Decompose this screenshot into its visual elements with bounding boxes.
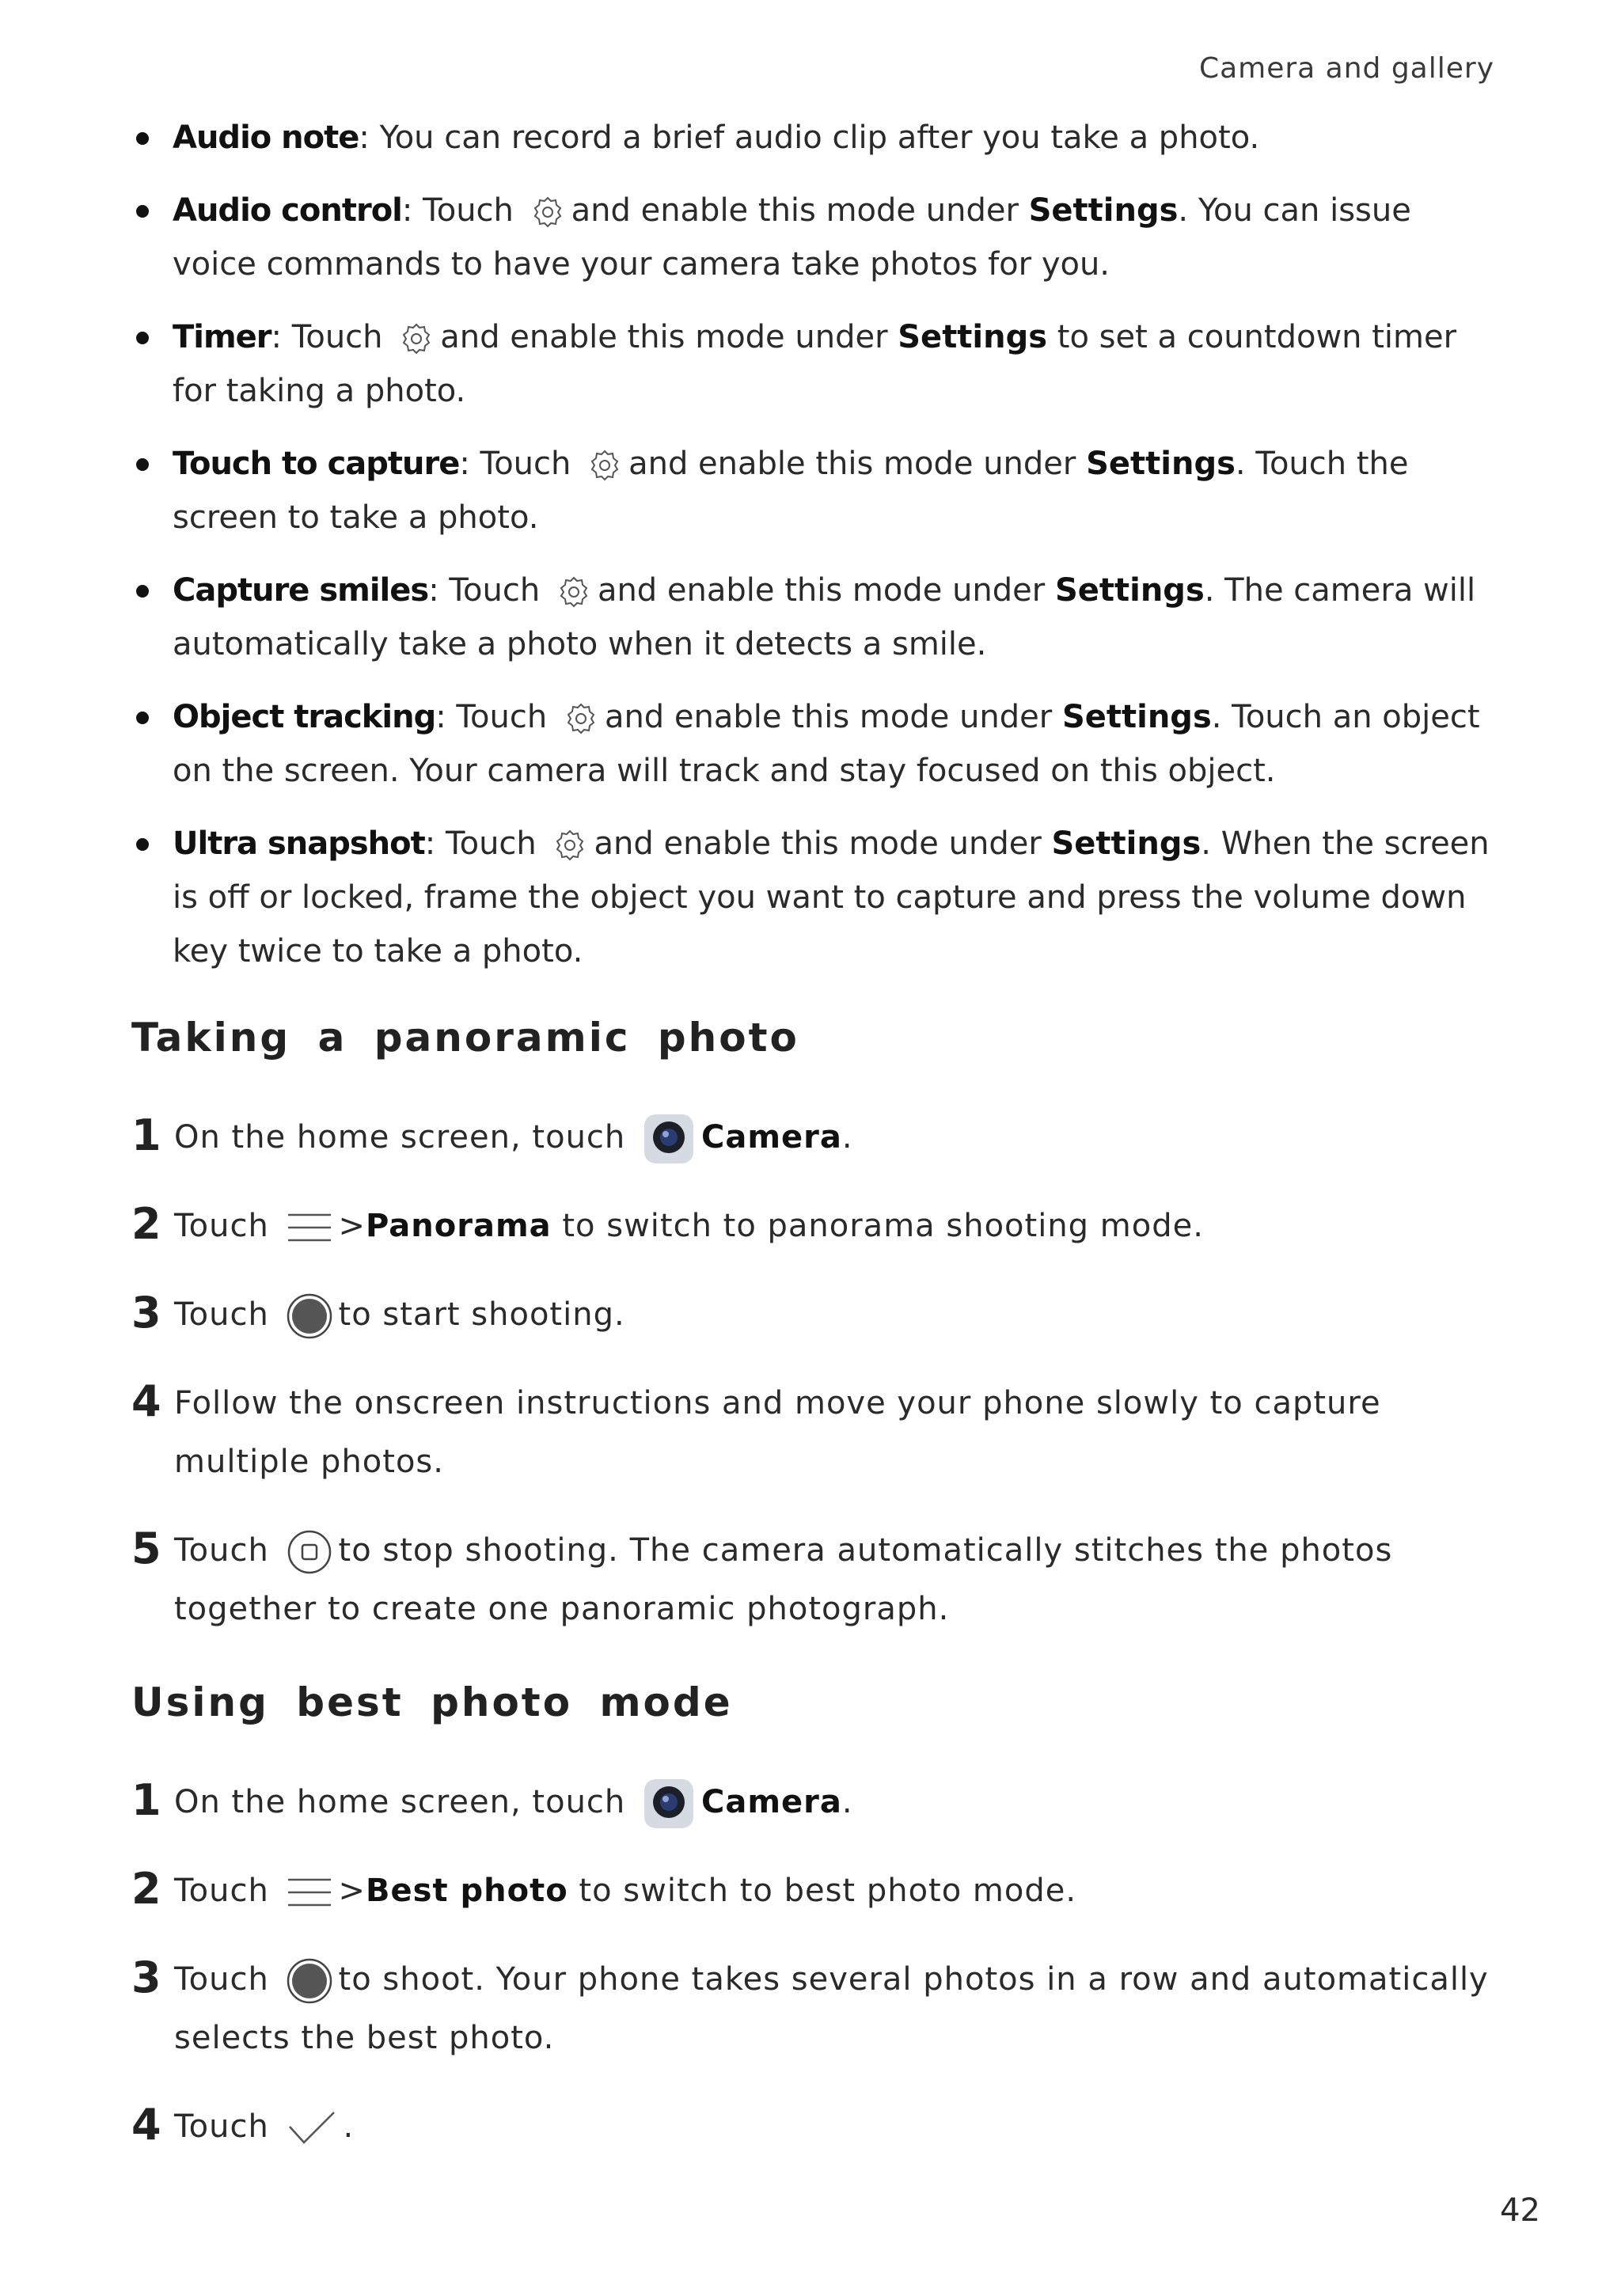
mode-name: Touch to capture	[173, 446, 460, 482]
mode-name: Object tracking	[173, 699, 436, 735]
gear-icon[interactable]	[564, 701, 598, 736]
step-item: 5 Touch to stop shooting. The camera automatically stitches the photos together to create one panoramic photograph.	[131, 1521, 1509, 1638]
step-number: 3	[131, 1953, 162, 2002]
step-number: 2	[131, 1199, 162, 1249]
page-number: 42	[1500, 2192, 1540, 2229]
mode-name: Audio control	[173, 192, 402, 229]
shutter-button-icon[interactable]	[287, 1293, 332, 1339]
camera-app-icon[interactable]	[643, 1113, 695, 1165]
list-item	[136, 111, 1498, 165]
step-number: 3	[131, 1288, 162, 1338]
list-item: Object tracking: Touch and enable this mode under Settings. Touch an object on the screen. Your camera will track and stay focused on this object.	[136, 690, 1498, 798]
gear-icon[interactable]	[552, 828, 587, 863]
shutter-button-icon[interactable]	[287, 1958, 332, 2004]
list-item: Timer: Touch and enable this mode under Settings to set a countdown timer for taking a photo.	[136, 310, 1498, 418]
menu-icon[interactable]	[287, 1875, 332, 1910]
step-number: 4	[131, 1376, 162, 1426]
panorama-steps	[131, 1108, 1509, 1668]
section-heading-panorama: Taking a panoramic photo	[131, 1015, 799, 1061]
gear-icon[interactable]	[587, 448, 622, 483]
step-number: 1	[131, 1775, 162, 1825]
section-heading-best-photo: Using best photo mode	[131, 1679, 733, 1725]
gear-icon[interactable]	[530, 195, 565, 230]
gear-icon[interactable]	[556, 575, 591, 609]
list-item: Audio control: Touch and enable this mode under Settings. You can issue voice commands to have your camera take photos for you.	[136, 184, 1498, 291]
gear-icon[interactable]	[399, 321, 434, 356]
stop-button-icon[interactable]	[287, 1529, 332, 1575]
step-number: 5	[131, 1524, 162, 1573]
menu-icon[interactable]	[287, 1210, 332, 1245]
list-item: Touch to capture: Touch and enable this mode under Settings. Touch the screen to take a photo.	[136, 437, 1498, 545]
step-item: 3 Touch to start shooting.	[131, 1285, 1509, 1344]
step-item: 1 On the home screen, touch Camera.	[131, 1773, 1509, 1831]
step-item: 4 Touch .	[131, 2097, 1509, 2156]
step-number: 2	[131, 1864, 162, 1914]
step-number: 4	[131, 2100, 162, 2150]
camera-modes-list	[136, 111, 1498, 997]
list-item: Capture smiles: Touch and enable this mode under Settings. The camera will automatically take a photo when it detects a smile.	[136, 564, 1498, 671]
step-item: 4 Follow the onscreen instructions and move your phone slowly to capture multiple photos.	[131, 1374, 1509, 1491]
step-number: 1	[131, 1110, 162, 1160]
mode-name: Capture smiles	[173, 572, 429, 609]
camera-app-icon[interactable]	[643, 1778, 695, 1830]
running-header: Camera and gallery	[1198, 52, 1494, 85]
checkmark-icon[interactable]	[287, 2109, 337, 2147]
mode-description: : You can record a brief audio clip after you take a photo.	[359, 120, 1260, 156]
list-item: Ultra snapshot: Touch and enable this mode under Settings. When the screen is off or locked, frame the object you want to capture and press the volume down key twice to take a photo.	[136, 817, 1498, 978]
step-item: 2 Touch >Panorama to switch to panorama shooting mode.	[131, 1197, 1509, 1255]
best-photo-steps	[131, 1773, 1509, 2186]
mode-name: Audio note	[173, 120, 359, 156]
step-item: 3 Touch to shoot. Your phone takes several photos in a row and automatically selects the best photo.	[131, 1950, 1509, 2067]
mode-name: Timer	[173, 319, 271, 355]
mode-name: Ultra snapshot	[173, 825, 425, 862]
step-item: 1 On the home screen, touch Camera.	[131, 1108, 1509, 1167]
step-item: 2 Touch >Best photo to switch to best photo mode.	[131, 1861, 1509, 1920]
